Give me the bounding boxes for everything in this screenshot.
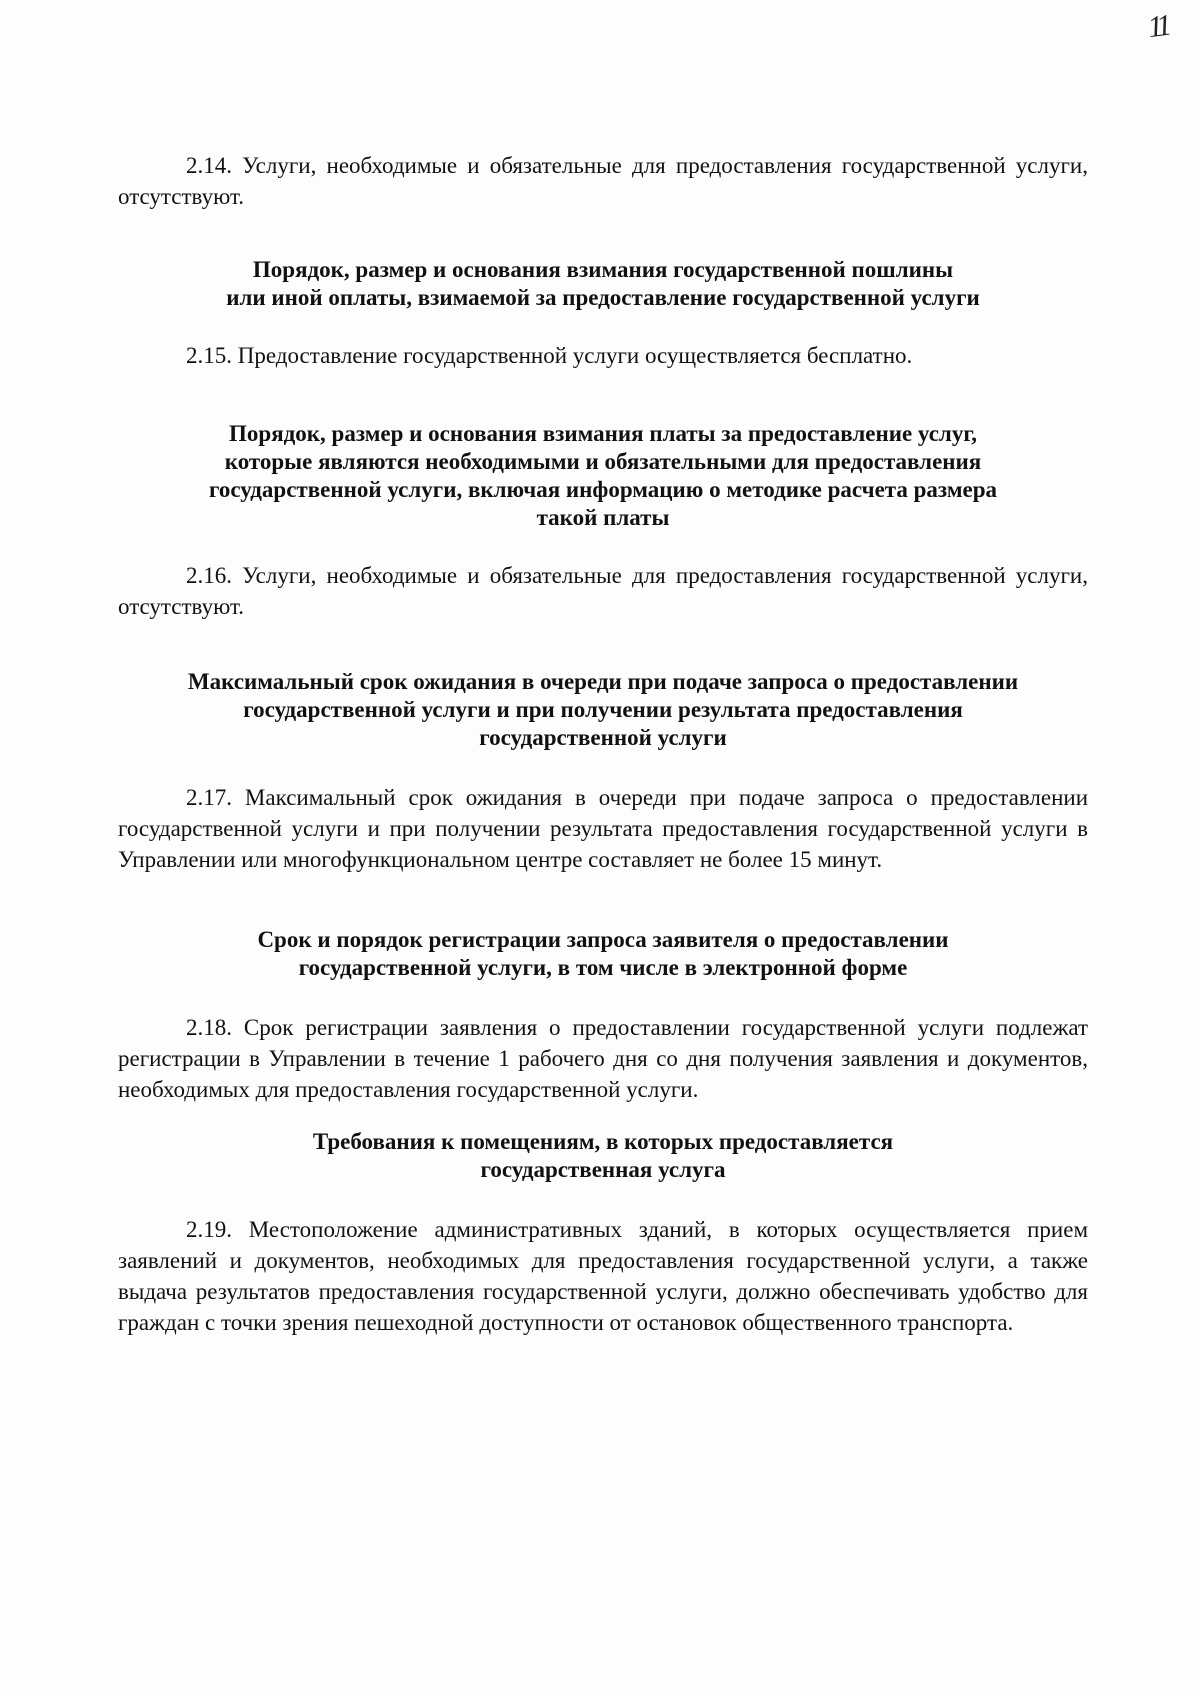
heading-line: Максимальный срок ожидания в очереди при подаче запроса о предоставлении (187, 669, 1019, 694)
heading-line: Требования к помещениям, в которых предоставляется (312, 1129, 894, 1154)
heading-line: государственная услуга (480, 1157, 726, 1182)
heading-line: государственной услуги и при получении результата предоставления (243, 697, 963, 722)
heading-line: или иной оплаты, взимаемой за предоставление государственной услуги (226, 285, 980, 310)
paragraph-2-14: 2.14. Услуги, необходимые и обязательные для предоставления государственной услуги, отсутствуют. (118, 153, 1088, 209)
page-number: 11 (1145, 8, 1170, 45)
paragraph-2-15: 2.15. Предоставление государственной услуги осуществляется бесплатно. (186, 343, 913, 368)
heading-line: государственной услуги, включая информацию о методике расчета размера (208, 477, 998, 502)
heading-state-fee (118, 256, 1088, 312)
paragraph-2-17: 2.17. Максимальный срок ожидания в очереди при подаче запроса о предоставлении государственной услуги и при получении результата предоставления государственной услуги в Управлении или многофункциональном центре составляет не более 15 минут. (118, 785, 1088, 872)
heading-line: государственной услуги (479, 725, 727, 750)
paragraph-2-19: 2.19. Местоположение административных зданий, в которых осуществляется прием заявлений и документов, необходимых для предоставления государственной услуги, а также выдача результатов предоставления государственной услуги, должно обеспечивать удобство для граждан с точки зрения пешеходной доступности от остановок общественного транспорта. (118, 1217, 1088, 1335)
heading-registration (118, 926, 1088, 982)
heading-line: Порядок, размер и основания взимания государственной пошлины (252, 257, 954, 282)
paragraph-2-18: 2.18. Срок регистрации заявления о предоставлении государственной услуги подлежат регистрации в Управлении в течение 1 рабочего дня со дня получения заявления и документов, необходимых для предоставления государственной услуги. (118, 1015, 1088, 1102)
heading-line: Порядок, размер и основания взимания платы за предоставление услуг, (229, 421, 977, 446)
heading-premises (118, 1128, 1088, 1184)
heading-line: Срок и порядок регистрации запроса заявителя о предоставлении (257, 927, 949, 952)
heading-line: которые являются необходимыми и обязательными для предоставления (224, 449, 982, 474)
heading-line: государственной услуги, в том числе в электронной форме (298, 955, 908, 980)
paragraph-2-16: 2.16. Услуги, необходимые и обязательные для предоставления государственной услуги, отсутствуют. (118, 563, 1088, 619)
heading-queue-time (118, 668, 1088, 752)
heading-payment-for-services (118, 420, 1088, 532)
heading-line: такой платы (536, 505, 670, 530)
